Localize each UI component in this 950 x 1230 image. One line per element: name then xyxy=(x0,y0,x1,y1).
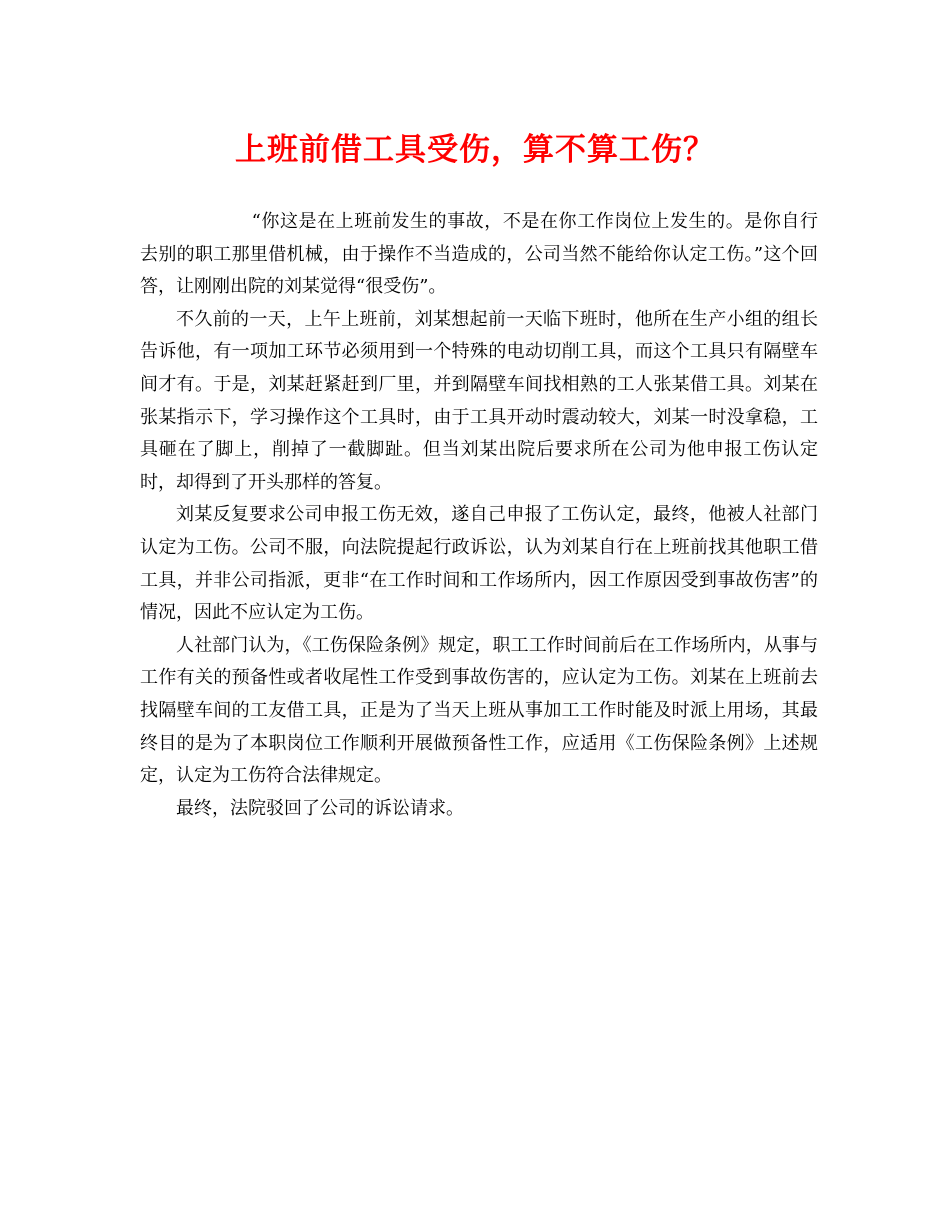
document-title: 上班前借工具受伤，算不算工伤？ xyxy=(235,132,715,168)
document-body xyxy=(140,206,818,825)
body-paragraph-2: 不久前的一天，上午上班前，刘某想起前一天临下班时，他所在生产小组的组长告诉他，有一项加工环节必须用到一个特殊的电动切削工具，而这个工具只有隔壁车间才有。于是，刘某赶紧赶到厂里，并到隔壁车间找相熟的工人张某借工具。刘某在张某指示下，学习操作这个工具时，由于工具开动时震动较大，刘某一时没拿稳，工具砸在了脚上，削掉了一截脚趾。但当刘某出院后要求所在公司为他申报工伤认定时，却得到了开头那样的答复。 xyxy=(140,308,818,493)
body-paragraph-4: 人社部门认为，《工伤保险条例》规定，职工工作时间前后在工作场所内，从事与工作有关的预备性或者收尾性工作受到事故伤害的，应认定为工伤。刘某在上班前去找隔壁车间的工友借工具，正是为了当天上班从事加工工作时能及时派上用场，其最终目的是为了本职岗位工作顺利开展做预备性工作，应适用《工伤保险条例》上述规定，认定为工伤符合法律规定。 xyxy=(140,634,818,787)
body-paragraph-5: 最终，法院驳回了公司的诉讼请求。 xyxy=(176,797,464,819)
body-paragraph-1: “你这是在上班前发生的事故，不是在你工作岗位上发生的。是你自行去别的职工那里借机械，由于操作不当造成的，公司当然不能给你认定工伤。”这个回答，让刚刚出院的刘某觉得“很受伤”。 xyxy=(140,211,818,298)
body-paragraph-3: 刘某反复要求公司申报工伤无效，遂自己申报了工伤认定，最终，他被人社部门认定为工伤。公司不服，向法院提起行政诉讼，认为刘某自行在上班前找其他职工借工具，并非公司指派，更非“在工作时间和工作场所内，因工作原因受到事故伤害”的情况，因此不应认定为工伤。 xyxy=(140,504,818,624)
